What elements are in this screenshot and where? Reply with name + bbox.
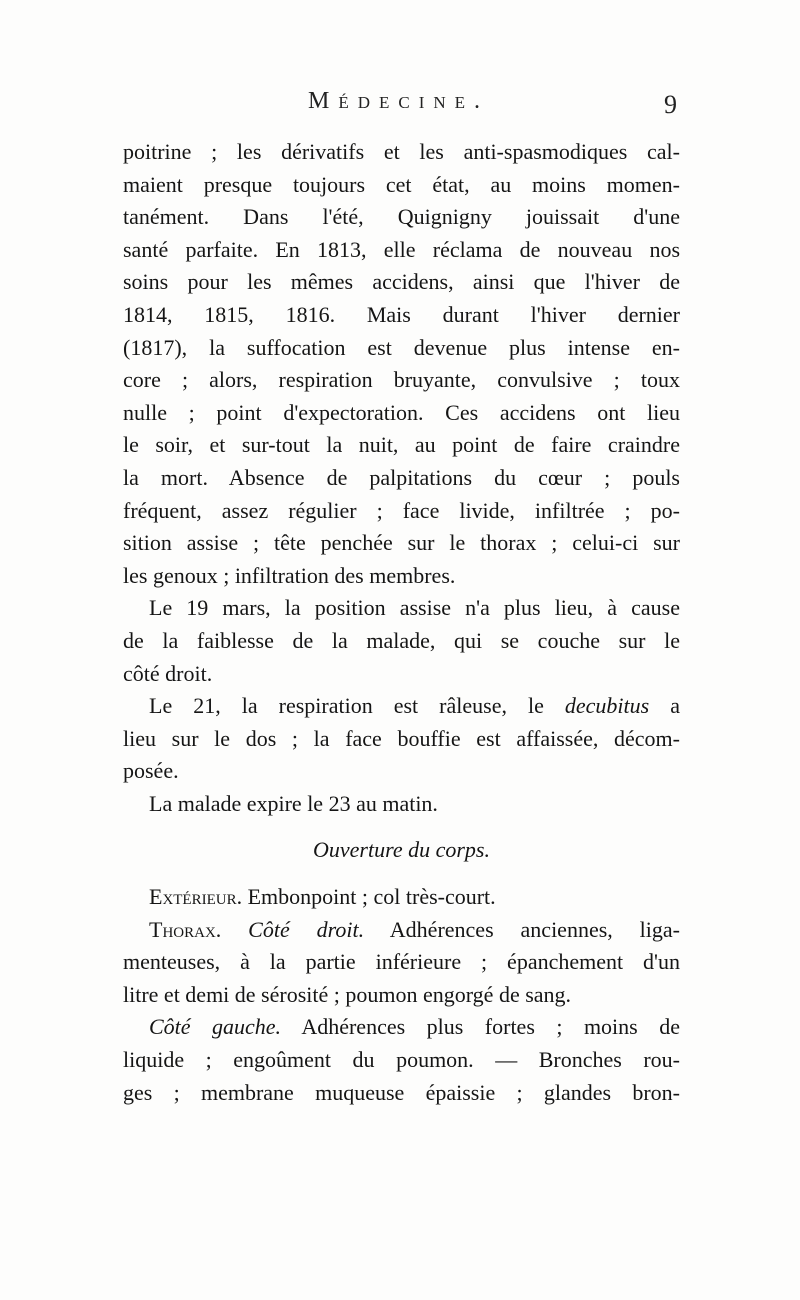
text-line: core ; alors, respiration bruyante, convulsive ; toux [123, 367, 680, 393]
text-line: posée. [123, 758, 179, 784]
text-span: Le 21, la respiration est râleuse, le [149, 693, 565, 719]
text-line [123, 881, 680, 914]
text-line: liquide ; engoûment du poumon. — Bronches rou- [123, 1047, 680, 1073]
text-line: fréquent, assez régulier ; face livide, infiltrée ; po- [123, 497, 680, 523]
text-line: lieu sur le dos ; la face bouffie est affaissée, décom- [123, 725, 680, 751]
text-line: maient presque toujours cet état, au moins momen- [123, 171, 680, 197]
text-line: santé parfaite. En 1813, elle réclama de nouveau nos [123, 236, 680, 262]
text-line: côté droit. [123, 660, 213, 686]
spacer [123, 867, 680, 881]
text-span: Adhérences anciennes, liga- [364, 916, 680, 942]
text-line: menteuses, à la partie inférieure ; épanchement d'un [123, 949, 680, 975]
text-line [123, 914, 680, 947]
paragraph-3 [123, 690, 680, 788]
text-line: la mort. Absence de palpitations du cœur ; pouls [123, 464, 680, 490]
text-line: soins pour les mêmes accidens, ainsi que l'hiver de [123, 269, 680, 295]
text-span: Adhérences plus fortes ; moins de [281, 1014, 680, 1040]
text-line: litre et demi de sérosité ; poumon engorgé de sang. [123, 981, 572, 1007]
text-line: nulle ; point d'expectoration. Ces accidens ont lieu [123, 399, 680, 425]
text-line [123, 690, 680, 723]
paragraph-6 [123, 914, 680, 1012]
text-line: La malade expire le 23 au matin. [149, 790, 438, 816]
italic-term: decubitus [564, 693, 650, 719]
text-line: Le 19 mars, la position assise n'a plus lieu, à cause [149, 595, 680, 621]
paragraph-2 [123, 592, 680, 690]
text-line [123, 1011, 680, 1044]
body-text [123, 136, 680, 1109]
paragraph-4 [123, 788, 680, 821]
text-line: poitrine ; les dérivatifs et les anti-spasmodiques cal- [123, 139, 680, 164]
text-line: ges ; membrane muqueuse épaissie ; glandes bron- [123, 1079, 680, 1105]
text-span: Embonpoint ; col très-court. [242, 884, 496, 910]
running-title: Médecine. [308, 88, 490, 114]
text-line: de la faiblesse de la malade, qui se couche sur le [123, 627, 680, 653]
text-span: a [649, 693, 680, 719]
text-line: les genoux ; infiltration des membres. [123, 562, 456, 588]
section-label: Thorax. [149, 916, 222, 942]
paragraph-1 [123, 136, 680, 592]
text-line: sition assise ; tête penchée sur le thorax ; celui-ci sur [123, 530, 680, 556]
page-number: 9 [664, 90, 677, 119]
italic-term: Côté gauche. [149, 1014, 282, 1040]
text-line: le soir, et sur-tout la nuit, au point de faire craindre [123, 432, 680, 458]
text-line: (1817), la suffocation est devenue plus intense en- [123, 334, 680, 360]
italic-term: Côté droit. [221, 916, 365, 942]
text-line: 1814, 1815, 1816. Mais durant l'hiver dernier [123, 301, 680, 327]
section-title: Ouverture du corps. [313, 837, 490, 863]
spacer [123, 820, 680, 834]
section-label: Extérieur. [149, 884, 243, 910]
paragraph-5 [123, 881, 680, 914]
paragraph-7 [123, 1011, 680, 1109]
text-line: tanément. Dans l'été, Quignigny jouissait d'une [123, 204, 680, 230]
running-head [0, 88, 800, 128]
